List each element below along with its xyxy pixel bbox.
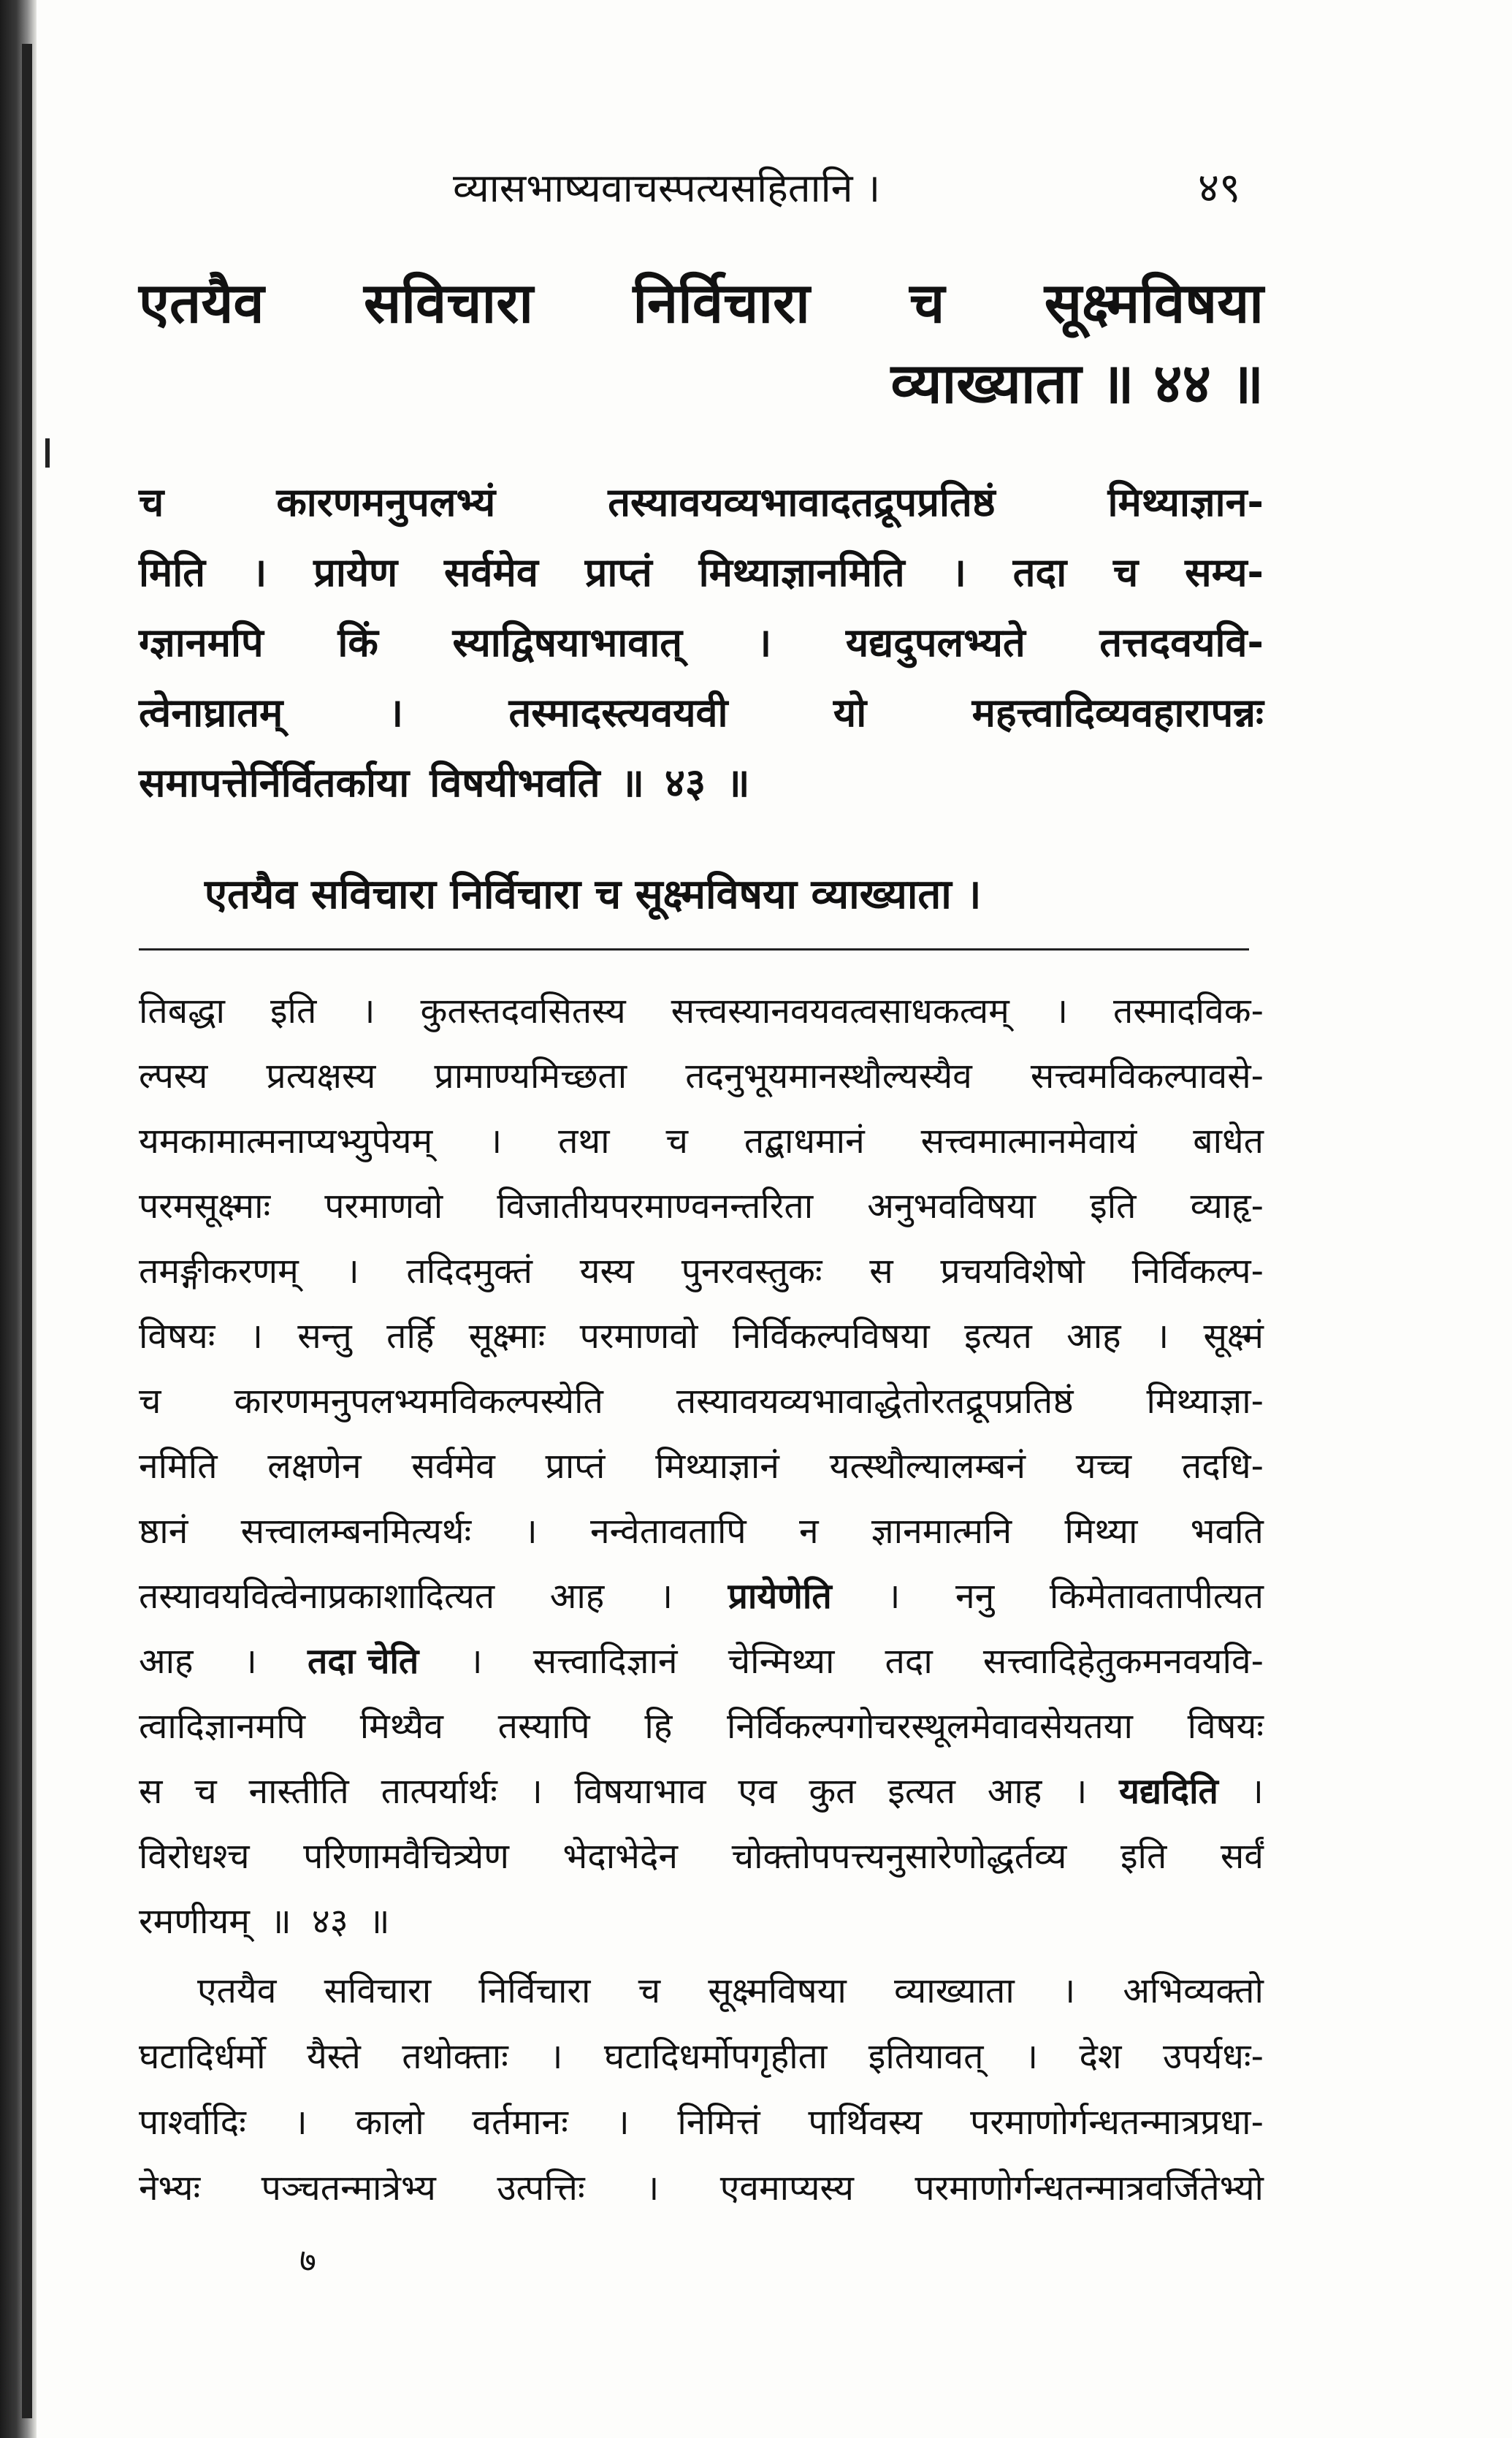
word: च [1113,549,1139,595]
word: देश [1079,2036,1122,2077]
text-line [139,2024,1264,2090]
word: सत्त्वालम्बनमित्यर्थः [240,1511,472,1552]
word: स [869,1251,893,1292]
word: प्रचयविशेषो [940,1251,1085,1292]
word: पार्श्वादिः [139,2102,246,2143]
word: । [345,1251,359,1292]
word: सर्वं [1220,1836,1264,1877]
word: । [243,1641,257,1682]
word: आह [987,1771,1042,1812]
word: निर्विकल्पगोचरस्थूलमेवावसेयतया [727,1706,1133,1747]
text-line [139,1369,1264,1434]
word: मिथ्यैव [359,1706,443,1747]
section-divider [139,948,1249,951]
word: पुनरवस्तुकः [681,1251,822,1292]
word: सविचारा [324,1970,432,2011]
text-line [139,1174,1264,1239]
word: सत्त्वस्यानवयवत्वसाधकत्वम् [671,991,1009,1032]
word: तथोक्ताः [402,2036,508,2077]
word: इति [270,991,317,1032]
word: स्याद्विषयाभावात् [452,620,683,666]
word: नन्वेतावतापि [590,1511,747,1552]
word: त्वेनाघ्रातम् [139,690,283,736]
word: । [1024,2036,1039,2077]
text-line [139,2090,1264,2155]
word: सत्त्वादिहेतुकमनवयवि- [982,1641,1264,1682]
text-line [139,1304,1264,1369]
word: त्वादिज्ञानमपि [139,1706,306,1747]
word: सन्तु [297,1316,352,1357]
word: कालो [355,2102,424,2143]
word: यैस्ते [306,2036,361,2077]
word: । [616,2102,630,2143]
word: इत्यत [887,1771,956,1812]
word: घटादिर्धर्मो [139,2036,266,2077]
word: । [549,2036,563,2077]
word: यत्स्थौल्यालम्बनं [829,1446,1026,1487]
word: कारणमनुपलभ्यं [276,479,496,525]
word: यद्यदुपलभ्यते [845,620,1026,666]
word: । [251,549,267,595]
word: यमकामात्मनाप्यभ्युपेयम् [139,1121,433,1162]
sutra-line-2: व्याख्याता ॥ ४४ ॥ [890,351,1264,416]
word: ४३ [311,1901,348,1942]
word: तस्मादस्त्यवयवी [508,690,728,736]
word: निर्विकल्पविषया [732,1316,930,1357]
sutra-word: निर्विचारा [633,270,810,335]
text-line [139,1889,1264,1954]
word: ॥ [726,760,750,806]
word: तदा चेति [308,1641,419,1682]
text-line [139,1109,1264,1174]
word: न [798,1511,819,1552]
word: तमङ्गीकरणम् [139,1251,299,1292]
word: इति [1090,1186,1137,1227]
text-line [139,1564,1264,1629]
sutra-heading [139,263,1264,424]
word: ननु [955,1576,995,1617]
word: । [1250,1771,1264,1812]
word: भेदाभेदेन [562,1836,679,1877]
tika-commentary [139,979,1264,1954]
text-line [139,748,1264,818]
sutra-word: सविचारा [363,270,534,335]
word: ज्ञानमात्मनि [871,1511,1012,1552]
word: सूक्ष्मविषया [708,1970,847,2011]
word: । [887,1576,901,1617]
word: तत्तदवयवि- [1099,620,1264,666]
word: कुतस्तदवसितस्य [420,991,626,1032]
word: विषयीभवति [429,760,600,806]
running-title: व्यासभाष्यवाचस्पत्यसहितानि । [453,165,881,211]
word: निर्विचारा [478,1970,591,2011]
margin-mark [45,438,50,468]
word: ल्पस्य [139,1056,208,1097]
word: इति [1120,1836,1167,1877]
text-line [139,2155,1264,2221]
word: तस्यावयव्यभावादतद्रूपप्रतिष्ठं [608,479,996,525]
word: स [139,1771,163,1812]
word: । [249,1316,263,1357]
word: अभिव्यक्तो [1123,1970,1264,2011]
word: मिथ्या [1064,1511,1138,1552]
text-line [139,1759,1264,1824]
sutra-word: एतयैव [139,270,264,335]
word: महत्त्वादिव्यवहारापन्नः [971,690,1264,736]
word: ४३ [664,760,706,806]
word: प्रायेण [313,549,398,595]
word: सूक्ष्मं [1203,1316,1264,1357]
sutra-word: च [909,270,945,335]
word: समापत्तेर्निर्वितर्काया [139,760,410,806]
word: कुत [809,1771,856,1812]
text-line [139,468,1264,538]
word: इत्यत [964,1316,1032,1357]
word: च [139,1381,161,1422]
running-header [0,159,1512,218]
word: वर्तमानः [472,2102,568,2143]
word: । [1061,1970,1076,2011]
bhashya-commentary [139,468,1264,818]
word: मिथ्याज्ञान- [1107,479,1264,525]
word: सत्त्वादिज्ञानं [532,1641,678,1682]
word: एवमाप्यस्य [719,2168,854,2209]
text-line [139,1694,1264,1759]
text-line [139,1824,1264,1889]
word: । [646,2168,660,2209]
word: सूक्ष्माः [468,1316,546,1357]
word: एव [738,1771,777,1812]
word: च [665,1121,688,1162]
word: व्याख्याता [894,1970,1015,2011]
tika-commentary-next-sutra [139,1958,1264,2221]
sutra-line-1 [139,263,1264,343]
word: तिबद्धा [139,991,225,1032]
word: हि [644,1706,673,1747]
word: तस्यावयवित्वेनाप्रकाशादित्यत [139,1576,495,1617]
word: विजातीयपरमाण्वनन्तरिता [497,1186,814,1227]
word: आह [139,1641,194,1682]
word: यस्य [579,1251,635,1292]
word: ग्ज्ञानमपि [139,620,264,666]
word: कारणमनुपलभ्यमविकल्पस्येति [234,1381,603,1422]
word: सत्त्वमात्मानमेवायं [920,1121,1137,1162]
word: तस्यावयव्यभावाद्धेतोरतद्रूपप्रतिष्ठं [676,1381,1074,1422]
word: । [388,690,404,736]
word: नास्तीति [248,1771,349,1812]
word: च [638,1970,661,2011]
word: किं [337,620,378,666]
word: ॥ [620,760,644,806]
text-line [139,538,1264,608]
word: निर्विकल्प- [1131,1251,1264,1292]
word: एतयैव [197,1970,277,2011]
word: भवति [1190,1511,1264,1552]
word: परमाणोर्गन्धतन्मात्रवर्जितेभ्यो [915,2168,1264,2209]
word: प्राप्तं [584,549,652,595]
word: यो [833,690,867,736]
word: तथा [558,1121,610,1162]
word: ॥ [270,1901,291,1942]
word: मिथ्याज्ञा- [1146,1381,1264,1422]
word: प्रामाण्यमिच्छता [434,1056,627,1097]
word: । [469,1641,483,1682]
word: बाधेत [1193,1121,1264,1162]
word: तदनुभूयमानस्थौल्यस्यैव [685,1056,972,1097]
word: तस्मादविक- [1113,991,1264,1032]
word: प्रत्यक्षस्य [266,1056,376,1097]
word: उपर्यधः- [1162,2036,1264,2077]
word: । [489,1121,503,1162]
word: । [294,2102,308,2143]
text-line [139,1044,1264,1109]
word: प्राप्तं [545,1446,606,1487]
word: परमाणवो [324,1186,443,1227]
sutra-repeat: एतयैव सविचारा निर्विचारा च सूक्ष्मविषया व्याख्याता । [205,871,982,918]
word: परिणामवैचित्र्येण [303,1836,509,1877]
word: आह [549,1576,605,1617]
word: यद्यदिति [1119,1771,1218,1812]
word: । [1074,1771,1088,1812]
word: । [1155,1316,1169,1357]
word: तद्बाधमानं [744,1121,865,1162]
word: ॥ [368,1901,390,1942]
word: यच्च [1075,1446,1132,1487]
word: परमाणवो [579,1316,698,1357]
text-line [139,1499,1264,1564]
word: । [1054,991,1069,1032]
word: मिथ्याज्ञानं [655,1446,779,1487]
word: विषयः [139,1316,215,1357]
word: ष्ठानं [139,1511,188,1552]
text-line [139,1958,1264,2024]
word: पञ्चतन्मात्रेभ्य [261,2168,436,2209]
text-line [139,1629,1264,1694]
text-line [139,678,1264,748]
word: विषयाभाव [574,1771,706,1812]
word: चेन्मिथ्या [728,1641,835,1682]
word: मिथ्याज्ञानमिति [698,549,905,595]
word: परमाणोर्गन्धतन्मात्रप्रधा- [970,2102,1264,2143]
word: रमणीयम् [139,1901,251,1942]
page-number: ४९ [1198,164,1241,212]
word: आह [1066,1316,1121,1357]
text-line [139,1239,1264,1304]
word: इतियावत् [868,2036,984,2077]
word: चोक्तोपपत्त्यनुसारेणोद्धर्तव्य [731,1836,1067,1877]
text-line [139,1434,1264,1499]
word: प्रायेणेति [728,1576,832,1617]
word: निमित्तं [677,2102,760,2143]
word: सत्त्वमविकल्पावसे- [1030,1056,1264,1097]
word: परमसूक्ष्माः [139,1186,271,1227]
word: । [951,549,966,595]
word: च [194,1771,217,1812]
word: पार्थिवस्य [808,2102,923,2143]
word: । [529,1771,543,1812]
word: विषयः [1187,1706,1264,1747]
word: । [756,620,772,666]
word: उत्पत्तिः [497,2168,585,2209]
word: सम्य- [1185,549,1264,595]
word: । [659,1576,673,1617]
scan-spine-edge [22,44,32,2418]
text-line [139,608,1264,678]
text-line [139,979,1264,1044]
sutra-word: सूक्ष्मविषया [1044,270,1264,335]
word: विरोधश्च [139,1836,250,1877]
word: मिति [139,549,206,595]
word: तदधि- [1181,1446,1264,1487]
word: तदा [1012,549,1067,595]
word: च [139,479,164,525]
word: तस्यापि [497,1706,590,1747]
word: तर्हि [386,1316,435,1357]
word: । [524,1511,538,1552]
word: नेभ्यः [139,2168,201,2209]
word: घटादिधर्मोपगृहीता [603,2036,828,2077]
word: तदिदमुक्तं [406,1251,532,1292]
word: किमेतावतापीत्यत [1049,1576,1264,1617]
word: व्याहृ- [1190,1186,1264,1227]
word: सर्वमेव [411,1446,495,1487]
word: नमिति [139,1446,218,1487]
word: अनुभवविषया [867,1186,1036,1227]
signature-mark: ७ [299,2242,316,2279]
word: । [362,991,375,1032]
word: तात्पर्यार्थः [381,1771,497,1812]
word: सर्वमेव [444,549,538,595]
word: लक्षणेन [267,1446,362,1487]
word: तदा [885,1641,933,1682]
